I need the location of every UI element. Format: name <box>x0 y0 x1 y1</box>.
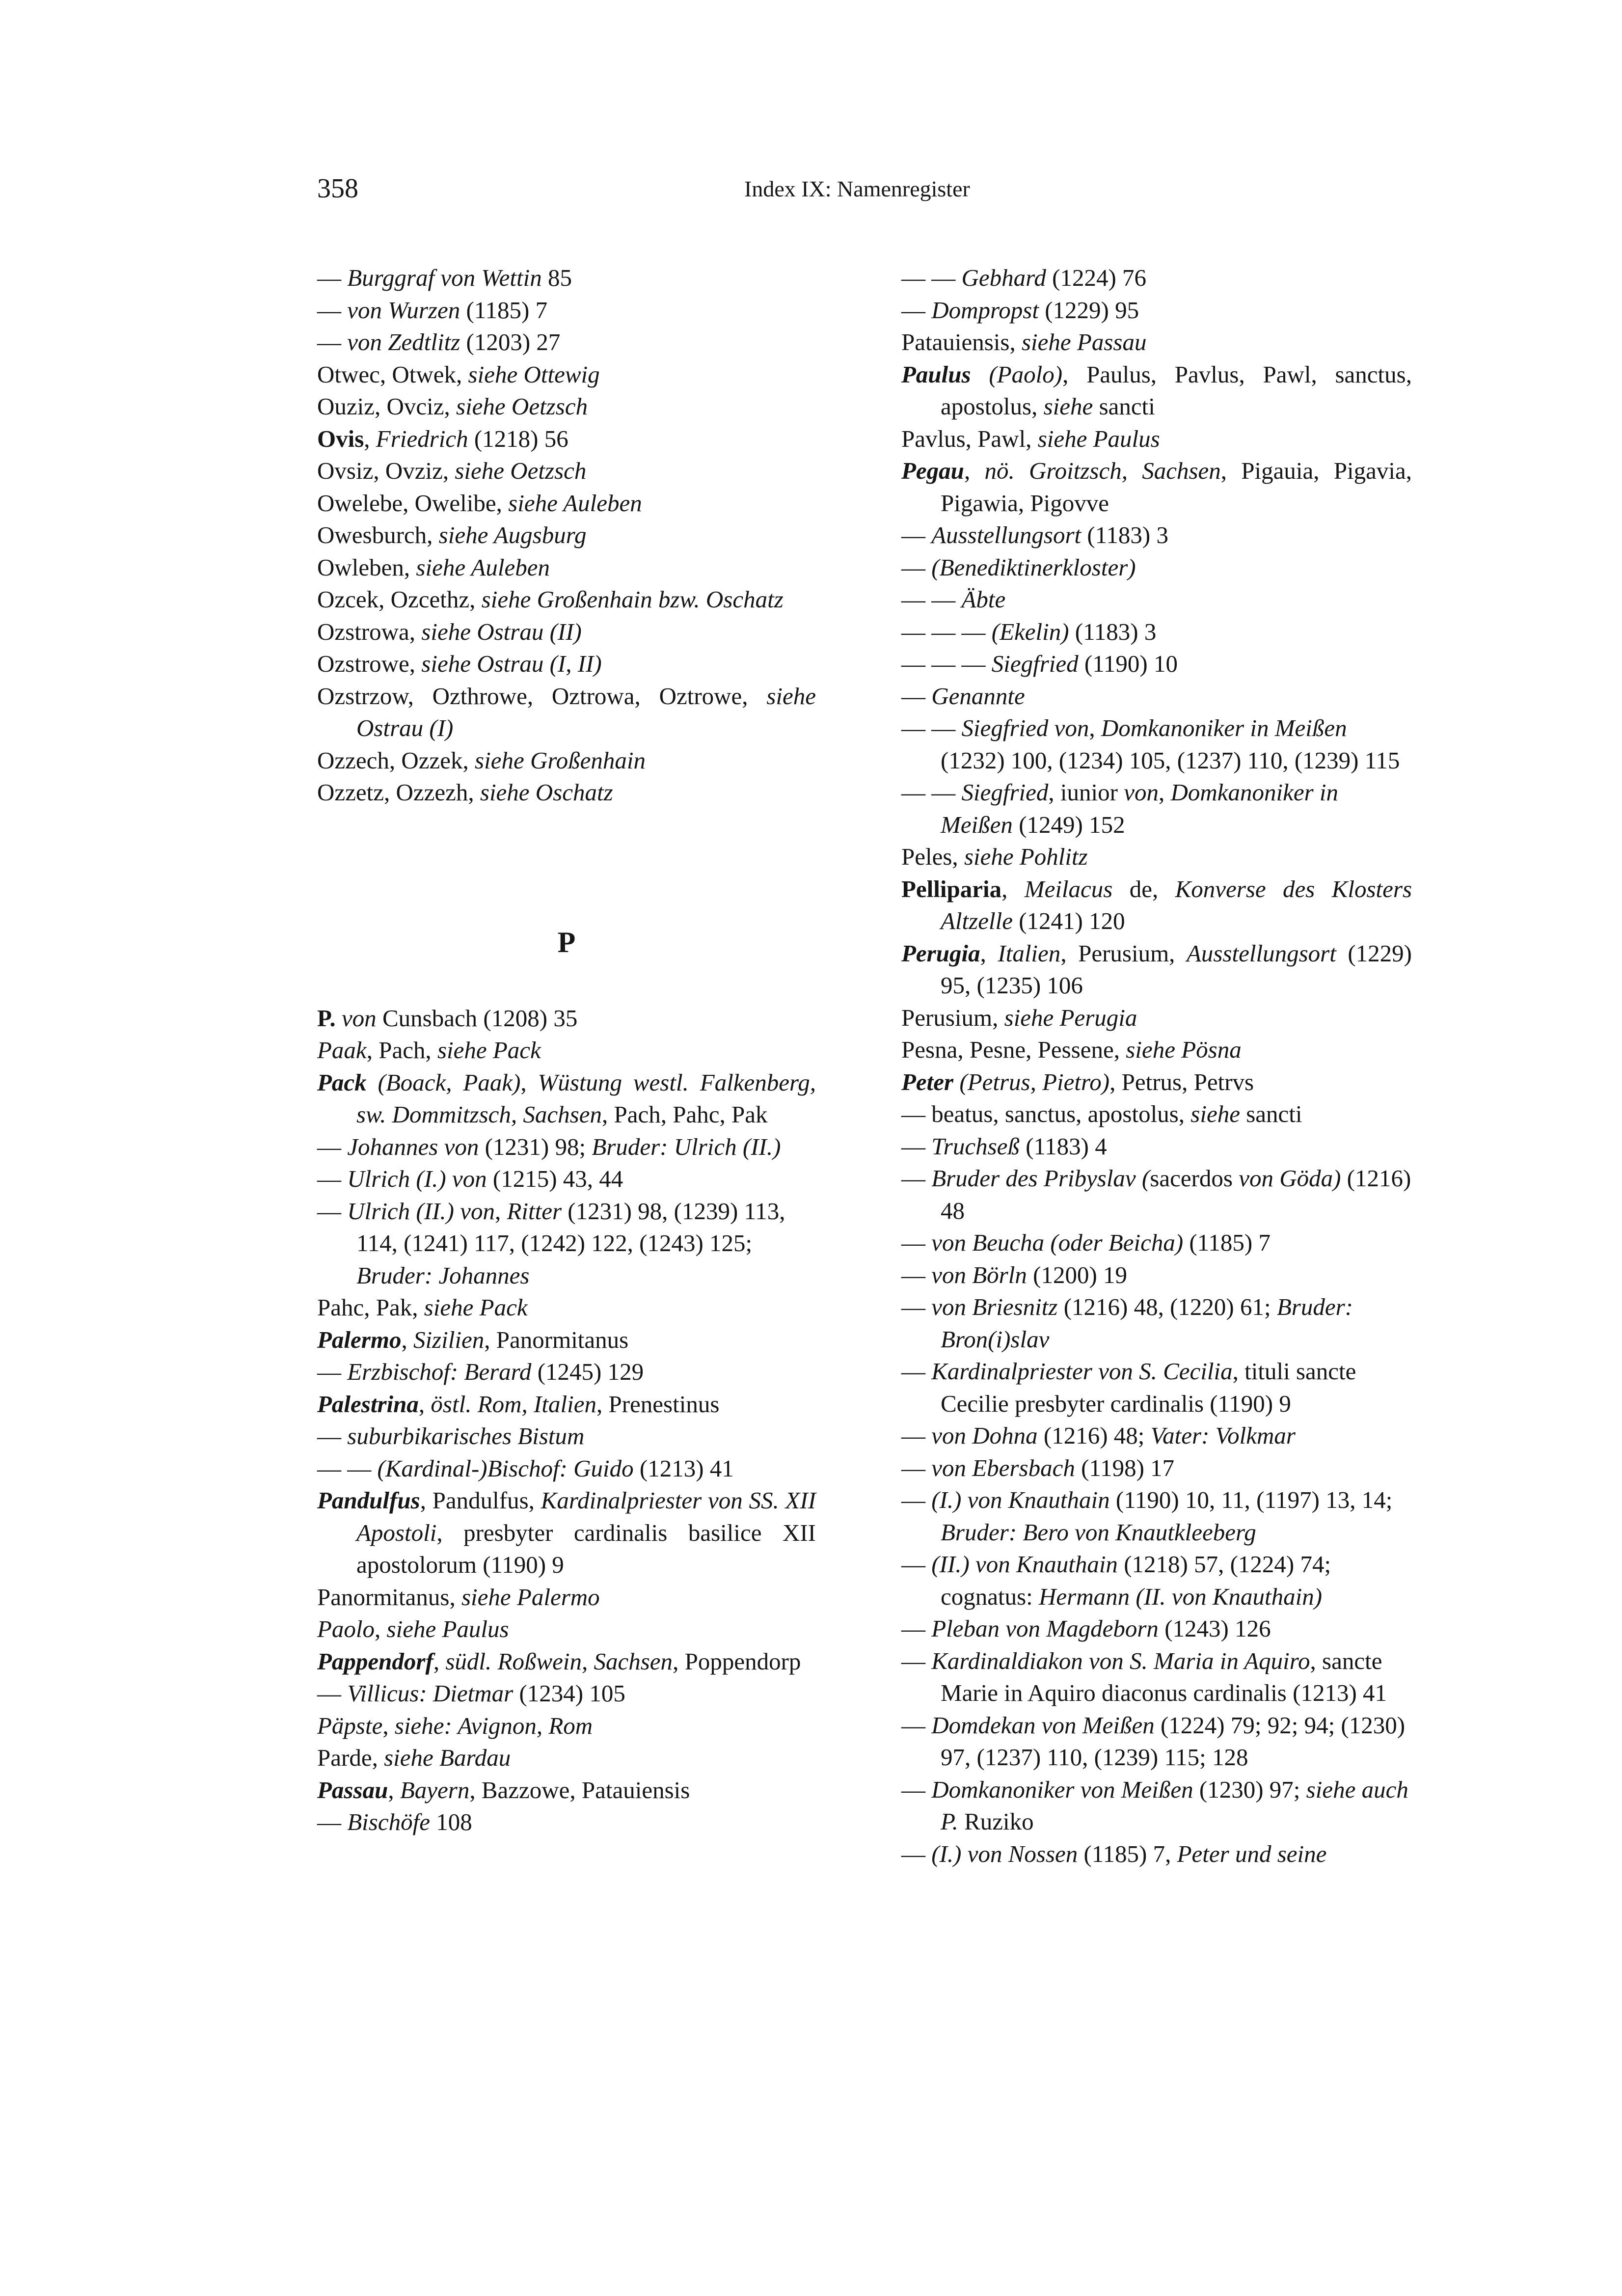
index-entry: Peter (Petrus, Pietro), Petrus, Petrvs <box>901 1068 1254 1095</box>
index-entry: Ozzech, Ozzek, siehe Großenhain <box>317 746 646 774</box>
index-entry: Passau, Bayern, Bazzowe, Patauiensis <box>317 1776 690 1804</box>
index-entry: Ozstrowe, siehe Ostrau (I, II) <box>317 650 602 677</box>
index-entry: — (I.) von Nossen (1185) 7, Peter und seine <box>901 1840 1327 1867</box>
index-entry: Pandulfus, Pandulfus, Kardinalpriester von SS. XII Apostoli, presbyter cardinalis basilice XII apostolorum (1190) 9 <box>317 1487 816 1578</box>
index-entry: Patauiensis, siehe Passau <box>901 328 1147 355</box>
section-heading <box>317 809 816 1002</box>
index-entry: Ozzetz, Ozzezh, siehe Oschatz <box>317 779 613 806</box>
index-entry: — Dompropst (1229) 95 <box>901 296 1139 324</box>
index-entry: — Pleban von Magdeborn (1243) 126 <box>901 1615 1271 1642</box>
index-entry: — Domkanoniker von Meißen (1230) 97; siehe auch P. Ruziko <box>901 1776 1408 1835</box>
index-entry: P. von Cunsbach (1208) 35 <box>317 1004 578 1032</box>
index-entry: Owleben, siehe Auleben <box>317 553 550 581</box>
index-entry: — Ulrich (I.) von (1215) 43, 44 <box>317 1165 623 1192</box>
index-entry: Otwec, Otwek, siehe Ottewig <box>317 360 600 388</box>
index-entry: Ozstrzow, Ozthrowe, Oztrowa, Oztrowe, siehe Ostrau (I) <box>317 682 816 741</box>
index-entry: Pahc, Pak, siehe Pack <box>317 1294 528 1321</box>
index-entry: — von Briesnitz (1216) 48, (1220) 61; Bruder: Bron(i)slav <box>901 1293 1353 1353</box>
index-entry: — Bischöfe 108 <box>317 1808 472 1835</box>
right-entries <box>901 262 1412 1870</box>
index-entry: Perusium, siehe Perugia <box>901 1004 1137 1031</box>
index-entry: — Ausstellungsort (1183) 3 <box>901 521 1168 548</box>
index-entry: Ovsiz, Ovziz, siehe Oetzsch <box>317 457 587 484</box>
index-entry: — Erzbischof: Berard (1245) 129 <box>317 1358 644 1385</box>
index-entry: Pappendorf, südl. Roßwein, Sachsen, Poppendorp <box>317 1647 801 1675</box>
index-entry: — Kardinaldiakon von S. Maria in Aquiro, sancte Marie in Aquiro diaconus cardinalis (1213) 41 <box>901 1647 1387 1706</box>
index-entry: — von Beucha (oder Beicha) (1185) 7 <box>901 1229 1271 1256</box>
index-entry: Ovis, Friedrich (1218) 56 <box>317 425 568 452</box>
index-entry: Paak, Pach, siehe Pack <box>317 1037 541 1064</box>
index-entry: — — — Siegfried (1190) 10 <box>901 650 1178 677</box>
index-entry: — von Zedtlitz (1203) 27 <box>317 328 561 355</box>
section-letter-p: P <box>557 926 576 958</box>
index-entry: — von Dohna (1216) 48; Vater: Volkmar <box>901 1422 1296 1449</box>
index-entry: — Truchseß (1183) 4 <box>901 1132 1107 1160</box>
index-entry: — — Gebhard (1224) 76 <box>901 264 1147 291</box>
index-entry: Palermo, Sizilien, Panormitanus <box>317 1326 629 1353</box>
index-entry: — (I.) von Knauthain (1190) 10, 11, (1197) 13, 14; Bruder: Bero von Knautkleeberg <box>901 1486 1393 1546</box>
index-entry: Owelebe, Owelibe, siehe Auleben <box>317 489 642 517</box>
index-entry: — Johannes von (1231) 98; Bruder: Ulrich (II.) <box>317 1133 781 1160</box>
index-entry: — Domdekan von Meißen (1224) 79; 92; 94; (1230) 97, (1237) 110, (1239) 115; 128 <box>901 1711 1406 1771</box>
index-entry: Parde, siehe Bardau <box>317 1744 511 1771</box>
index-entry: Päpste, siehe: Avignon, Rom <box>317 1712 593 1739</box>
index-entry: Perugia, Italien, Perusium, Ausstellungsort (1229) 95, (1235) 106 <box>901 939 1412 999</box>
index-entry: — von Ebersbach (1198) 17 <box>901 1454 1175 1481</box>
index-entry: — Bruder des Pribyslav (sacerdos von Göda) (1216) 48 <box>901 1165 1411 1224</box>
index-entry: Pack (Boack, Paak), Wüstung westl. Falkenberg, sw. Dommitzsch, Sachsen, Pach, Pahc, Pak <box>317 1068 816 1128</box>
index-entry: — beatus, sanctus, apostolus, siehe sancti <box>901 1100 1302 1127</box>
index-entry: — — — (Ekelin) (1183) 3 <box>901 618 1157 645</box>
index-entry: Pelliparia, Meilacus de, Konverse des Klosters Altzelle (1241) 120 <box>901 875 1412 934</box>
index-entry: Palestrina, östl. Rom, Italien, Prenestinus <box>317 1390 720 1418</box>
index-entry: Peles, siehe Pohlitz <box>901 843 1088 870</box>
index-entry: — suburbikarisches Bistum <box>317 1422 585 1449</box>
index-entry: — Genannte <box>901 682 1025 710</box>
index-entry: Pesna, Pesne, Pessene, siehe Pösna <box>901 1036 1242 1063</box>
index-entry: — — Äbte <box>901 586 1006 613</box>
index-entry: Panormitanus, siehe Palermo <box>317 1583 600 1611</box>
index-entry: — von Wurzen (1185) 7 <box>317 296 548 324</box>
index-entry: — (Benediktinerkloster) <box>901 553 1136 581</box>
index-entry: — Burggraf von Wettin 85 <box>317 264 572 291</box>
left-column <box>317 262 816 1838</box>
index-entry: Ouziz, Ovciz, siehe Oetzsch <box>317 393 588 420</box>
left-entries-p <box>317 1002 816 1838</box>
index-entry: — Kardinalpriester von S. Cecilia, tituli sancte Cecilie presbyter cardinalis (1190) 9 <box>901 1358 1356 1417</box>
index-entry: — (II.) von Knauthain (1218) 57, (1224) 74; cognatus: Hermann (II. von Knauthain) <box>901 1551 1331 1610</box>
index-entry: — — (Kardinal-)Bischof: Guido (1213) 41 <box>317 1454 734 1482</box>
index-entry: — — Siegfried, iunior von, Domkanoniker in Meißen (1249) 152 <box>901 779 1339 838</box>
index-entry: — — Siegfried von, Domkanoniker in Meißen (1232) 100, (1234) 105, (1237) 110, (1239) 115 <box>901 714 1400 774</box>
index-entry: Owesburch, siehe Augsburg <box>317 521 587 548</box>
index-entry: — Ulrich (II.) von, Ritter (1231) 98, (1239) 113, 114, (1241) 117, (1242) 122, (1243) 125; Bruder: Johannes <box>317 1197 785 1289</box>
left-entries-o <box>317 262 816 809</box>
index-entry: Pegau, nö. Groitzsch, Sachsen, Pigauia, Pigavia, Pigawia, Pigovve <box>901 457 1412 517</box>
index-entry: — Villicus: Dietmar (1234) 105 <box>317 1680 625 1707</box>
right-column <box>901 262 1412 1870</box>
index-entry: Paulus (Paolo), Paulus, Pavlus, Pawl, sanctus, apostolus, siehe sancti <box>901 360 1412 420</box>
index-entry: Ozcek, Ozcethz, siehe Großenhain bzw. Oschatz <box>317 586 784 613</box>
index-entry: — von Börln (1200) 19 <box>901 1261 1128 1288</box>
running-head: Index IX: Namenregister <box>744 176 970 201</box>
index-entry: Ozstrowa, siehe Ostrau (II) <box>317 618 582 645</box>
index-entry: Pavlus, Pawl, siehe Paulus <box>901 425 1160 452</box>
index-entry: Paolo, siehe Paulus <box>317 1615 509 1642</box>
page-number: 358 <box>317 173 358 204</box>
